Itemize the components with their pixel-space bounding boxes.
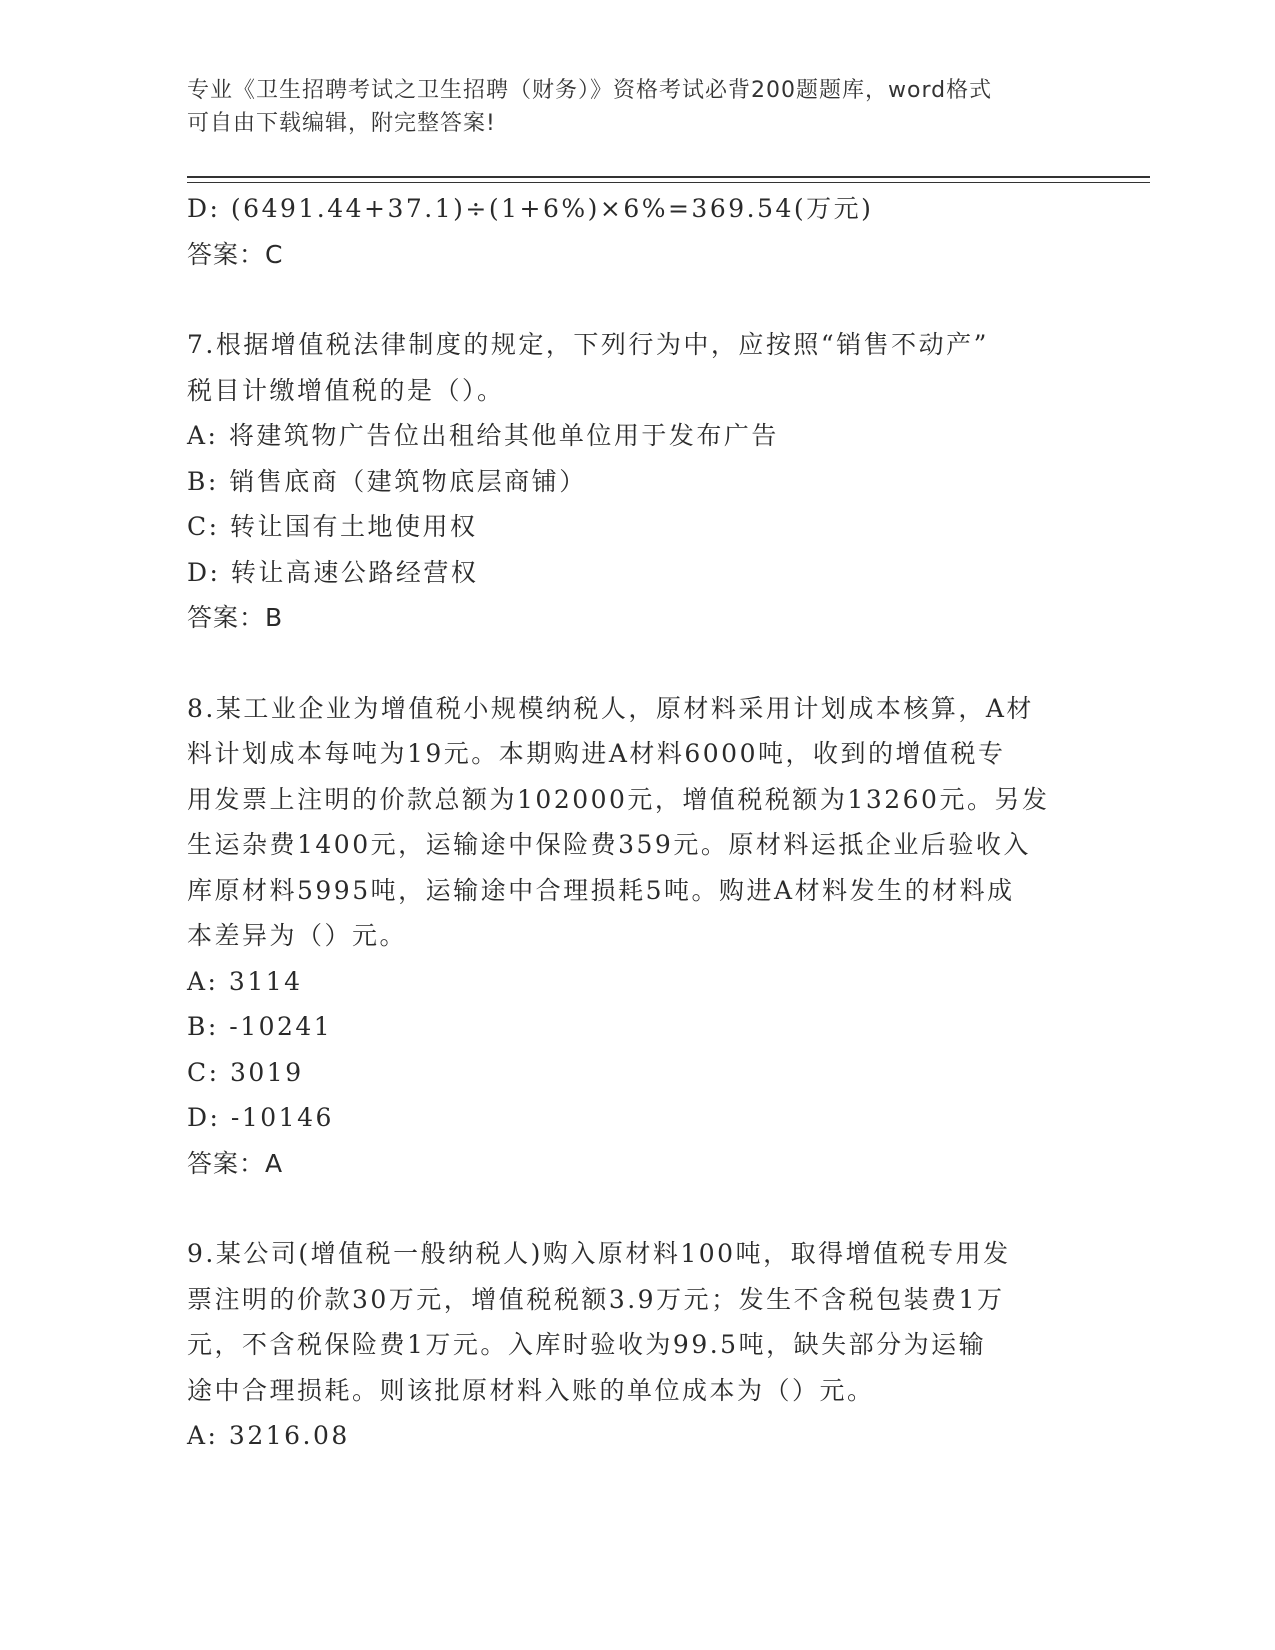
q9-stem-line-4: 途中合理损耗。则该批原材料入账的单位成本为（）元。 — [187, 1375, 875, 1405]
spacer — [187, 277, 1077, 322]
q9-option-a: A: 3216.08 — [187, 1421, 350, 1450]
q8-answer: 答案：A — [187, 1148, 284, 1178]
question-8 — [187, 686, 1077, 1187]
spacer — [187, 1186, 1077, 1231]
document-header — [187, 74, 1087, 140]
header-title-line-2: 可自由下载编辑，附完整答案! — [187, 111, 496, 136]
q7-answer: 答案：B — [187, 603, 284, 632]
q8-option-b: B: -10241 — [187, 1012, 333, 1041]
q7-option-b: B: 销售底商（建筑物底层商铺） — [187, 466, 587, 496]
header-divider-thick — [187, 176, 1150, 178]
header-title-line-1: 专业《卫生招聘考试之卫生招聘（财务）》资格考试必背200题题库，word格式 — [187, 78, 993, 103]
q7-option-c: C: 转让国有土地使用权 — [187, 512, 478, 541]
q7-stem-line-2: 税目计缴增值税的是（）。 — [187, 375, 505, 405]
q8-option-c: C: 3019 — [187, 1057, 304, 1087]
q8-stem-line-5: 库原材料5995吨，运输途中合理损耗5吨。购进A材料发生的材料成 — [187, 875, 1015, 905]
q9-stem-line-2: 票注明的价款30万元，增值税税额3.9万元；发生不含税包装费1万 — [187, 1284, 1005, 1314]
spacer — [187, 641, 1077, 686]
q7-stem-line-1: 7.根据增值税法律制度的规定，下列行为中，应按照“销售不动产” — [187, 330, 989, 359]
q7-option-d: D: 转让高速公路经营权 — [187, 557, 479, 587]
q8-option-a: A: 3114 — [187, 966, 303, 996]
q8-stem-line-2: 料计划成本每吨为19元。本期购进A材料6000吨，收到的增值税专 — [187, 739, 1006, 768]
question-9 — [187, 1231, 1077, 1459]
header-divider-thin — [187, 182, 1150, 183]
question-7 — [187, 322, 1077, 641]
q9-stem-line-3: 元，不含税保险费1万元。入库时验收为99.5吨，缺失部分为运输 — [187, 1330, 987, 1359]
q7-option-a: A: 将建筑物广告位出租给其他单位用于发布广告 — [187, 421, 779, 450]
q8-option-d: D: -10146 — [187, 1103, 334, 1132]
q8-stem-line-3: 用发票上注明的价款总额为102000元，增值税税额为13260元。另发 — [187, 784, 1050, 814]
q6-answer: 答案：C — [187, 239, 284, 269]
q8-stem-line-6: 本差异为（）元。 — [187, 921, 408, 950]
q8-stem-line-1: 8.某工业企业为增值税小规模纳税人，原材料采用计划成本核算，A材 — [187, 693, 1034, 723]
document-body — [187, 186, 1077, 1459]
q8-stem-line-4: 生运杂费1400元，运输途中保险费359元。原材料运抵企业后验收入 — [187, 830, 1031, 859]
q9-stem-line-1: 9.某公司(增值税一般纳税人)购入原材料100吨，取得增值税专用发 — [187, 1239, 1011, 1268]
q6-option-d: D: (6491.44+37.1)÷(1+6%)×6%=369.54(万元) — [187, 194, 874, 223]
